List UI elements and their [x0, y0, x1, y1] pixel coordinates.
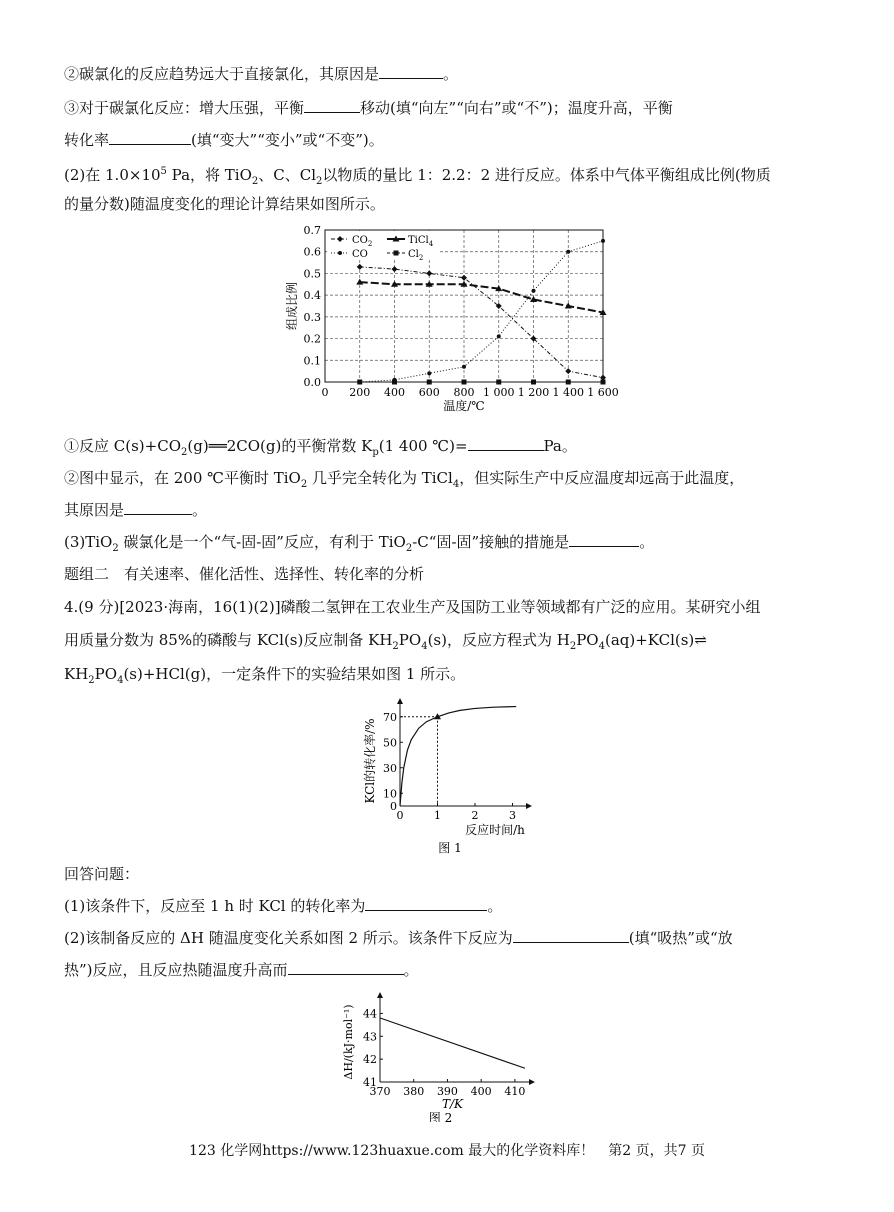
data-point-diamond — [392, 266, 398, 272]
text: PO — [576, 631, 599, 649]
x-tick-label: 1 — [434, 809, 441, 822]
y-axis-arrow — [377, 992, 383, 998]
subscript: 4 — [452, 479, 460, 490]
y-tick-label: 43 — [363, 1030, 377, 1044]
text: -C“固-固”接触的措施是 — [412, 533, 570, 551]
x-tick-label: 600 — [418, 386, 440, 399]
data-point-diamond — [461, 275, 467, 281]
subscript: p — [372, 447, 379, 458]
x-tick-label: 1 600 — [587, 386, 619, 399]
x-tick-label: 380 — [403, 1085, 425, 1098]
x-tick-label: 1 200 — [517, 386, 550, 399]
answer-blank[interactable] — [569, 532, 639, 547]
y-tick-label: 0.6 — [303, 245, 321, 259]
data-point-diamond — [357, 264, 363, 270]
question-line-3b — [64, 130, 384, 150]
text: (s)+HCl(g)，一定条件下的实验结果如图 1 所示。 — [123, 665, 466, 683]
subscript: 2 — [392, 641, 399, 652]
text: 的量分数)随温度变化的理论计算结果如图所示。 — [64, 195, 385, 213]
text: ①反应 C(s)+CO — [64, 437, 181, 455]
question-sub-2 — [64, 468, 744, 495]
y-axis-arrow — [397, 698, 403, 704]
question-4 — [64, 597, 761, 617]
legend-label: $Cl_2$ — [408, 249, 424, 262]
answer-blank[interactable] — [379, 64, 443, 79]
y-axis-label: ΔH/(kJ·mol⁻¹) — [342, 1004, 355, 1080]
y-tick-label: 30 — [383, 761, 397, 775]
text: (3)TiO — [64, 533, 113, 551]
subscript: 2 — [88, 675, 95, 686]
subscript: 4 — [421, 641, 428, 652]
y-tick-label: 0.3 — [303, 310, 321, 324]
text: (1)该条件下，反应至 1 h 时 KCl 的转化率为 — [64, 897, 366, 915]
y-tick-label: 70 — [383, 710, 397, 724]
superscript: 5 — [160, 166, 167, 177]
text: (aq)+KCl(s)⇌ — [604, 631, 707, 649]
text: 。 — [639, 533, 655, 551]
question-4b — [64, 630, 707, 657]
question-sub-1 — [64, 436, 577, 463]
text: (g)══2CO(g)的平衡常数 K — [187, 437, 373, 455]
x-tick-label: 0 — [321, 386, 329, 399]
y-tick-label: 0.2 — [303, 332, 321, 346]
text: 回答问题： — [64, 865, 140, 883]
enthalpy-line — [380, 1018, 525, 1068]
figure-caption: 图 2 — [428, 1111, 453, 1122]
text: PO — [398, 631, 422, 649]
text: (填“吸热”或“放 — [628, 929, 733, 947]
answer-blank[interactable] — [304, 98, 360, 113]
subscript: 4 — [598, 641, 605, 652]
series-line-CO — [360, 241, 603, 382]
x-tick-label: 0 — [396, 809, 404, 822]
text: 4.(9 分)[2023·海南，16(1)(2)]磷酸二氢钾在工农业生产及国防工业等领域都有广泛的应用。某研究小组 — [64, 598, 761, 616]
x-tick-label: 200 — [349, 386, 371, 399]
y-tick-label: 0 — [390, 800, 397, 813]
text: 碳氯化是一个“气-固-固”反应，有利于 TiO — [118, 533, 406, 551]
text: 其原因是 — [64, 501, 125, 519]
data-point-square — [394, 251, 399, 256]
question-4-2b — [64, 960, 419, 980]
answer-blank[interactable] — [109, 130, 191, 145]
data-point-dot — [497, 334, 501, 338]
x-tick-label: 390 — [436, 1085, 458, 1098]
x-axis-label: T/K — [441, 1097, 464, 1111]
text: 转化率 — [64, 131, 110, 149]
subscript: 2 — [316, 176, 323, 187]
subscript: 2 — [300, 479, 308, 490]
composition-chart — [280, 222, 620, 428]
data-point-square — [601, 380, 606, 385]
text: Pa。 — [543, 437, 577, 455]
y-tick-label: 0.5 — [303, 267, 321, 281]
x-axis-label: 反应时间/h — [465, 823, 525, 837]
y-axis-label: 组成比例 — [285, 281, 299, 331]
data-point-dot — [427, 371, 431, 375]
legend-label: $CO_2$ — [352, 235, 373, 248]
text: (1 400 ℃)= — [378, 437, 468, 455]
text: Pa，将 TiO — [166, 166, 252, 184]
conversion-curve — [400, 707, 516, 806]
data-point-diamond — [426, 270, 432, 276]
x-tick-label: 1 000 — [483, 386, 515, 399]
data-point-square — [496, 380, 501, 385]
data-point-dot — [462, 365, 466, 369]
question-part-3 — [64, 532, 654, 559]
text: 用质量分数为 85%的磷酸与 KCl(s)反应制备 KH — [64, 631, 393, 649]
question-4-2 — [64, 928, 733, 948]
text: 。 — [403, 961, 419, 979]
data-point-square — [531, 380, 536, 385]
text: (s)，反应方程式为 H — [427, 631, 570, 649]
answer-blank[interactable] — [124, 500, 192, 515]
text: (2)该制备反应的 ΔH 随温度变化关系如图 2 所示。该条件下反应为 — [64, 929, 513, 947]
data-point-square — [462, 380, 467, 385]
question-4-1 — [64, 896, 502, 916]
answer-prompt — [64, 864, 139, 884]
x-tick-label: 410 — [504, 1085, 526, 1098]
text: 移动(填“向左”“向右”或“不”)；温度升高，平衡 — [360, 99, 673, 117]
question-part-2 — [64, 162, 771, 192]
data-point-dot — [532, 289, 536, 293]
x-tick-label: 400 — [384, 386, 405, 399]
text: (填“变大”“变小”或“不变”)。 — [191, 131, 384, 149]
conversion-chart — [360, 696, 540, 856]
text: ②碳氯化的反应趋势远大于直接氯化，其原因是 — [64, 65, 380, 83]
y-axis-label: KCl的转化率/% — [363, 718, 377, 804]
question-4c — [64, 664, 465, 691]
answer-blank[interactable] — [513, 928, 629, 943]
y-tick-label: 0.7 — [303, 224, 321, 237]
figure-caption: 图 1 — [438, 841, 462, 855]
x-tick-label: 2 — [471, 809, 479, 822]
data-point-dot — [601, 239, 605, 243]
y-tick-label: 0.4 — [303, 289, 321, 303]
text: (2)在 1.0×10 — [64, 166, 161, 184]
y-tick-label: 10 — [383, 787, 397, 801]
subscript: 2 — [112, 543, 119, 554]
y-tick-label: 42 — [363, 1053, 377, 1067]
x-axis-arrow — [529, 1079, 535, 1085]
subscript: 4 — [117, 675, 124, 686]
subscript: 2 — [405, 543, 413, 554]
data-point-diamond — [565, 368, 571, 374]
y-tick-label: 50 — [383, 736, 397, 750]
text: 题组二 有关速率、催化活性、选择性、转化率的分析 — [64, 565, 425, 583]
text: 热”)反应，且反应热随温度升高而 — [64, 961, 288, 979]
section-heading — [64, 564, 424, 584]
legend-label: TiCl$_4$ — [408, 235, 434, 248]
text: PO — [94, 665, 118, 683]
subscript: 2 — [251, 176, 259, 187]
data-point-square — [566, 380, 571, 385]
text: 几乎完全转化为 TiCl — [307, 469, 453, 487]
x-axis-label: 温度/℃ — [443, 399, 485, 413]
subscript: 2 — [569, 641, 577, 652]
page-footer: 123 化学网https://www.123huaxue.com 最大的化学资料库！ 第2 页，共7 页 — [189, 1143, 705, 1159]
text: ③对于碳氯化反应：增大压强，平衡 — [64, 99, 305, 117]
question-part-2b — [64, 194, 385, 214]
x-tick-label: 1 400 — [552, 386, 584, 399]
text: 。 — [487, 897, 503, 915]
data-point-square — [427, 380, 432, 385]
answer-blank[interactable] — [365, 896, 487, 911]
legend-label: CO — [352, 249, 368, 260]
data-point-square — [357, 380, 362, 385]
x-tick-label: 400 — [470, 1085, 492, 1098]
data-point-dot — [566, 250, 570, 254]
text: ②图中显示，在 200 ℃平衡时 TiO — [64, 469, 301, 487]
subscript: 2 — [181, 447, 188, 458]
data-point-square — [392, 380, 397, 385]
text: 以物质的量比 1：2.2：2 进行反应。体系中气体平衡组成比例(物质 — [322, 166, 771, 184]
y-tick-label: 0.1 — [303, 354, 321, 368]
x-tick-label: 370 — [369, 1085, 391, 1098]
question-line-3 — [64, 98, 673, 118]
text: 、C、Cl — [258, 166, 317, 184]
x-tick-label: 800 — [453, 386, 475, 399]
x-axis-arrow — [526, 803, 532, 809]
data-point-dot — [338, 251, 342, 255]
answer-blank[interactable] — [468, 436, 544, 451]
answer-blank[interactable] — [288, 960, 404, 975]
y-tick-label: 41 — [363, 1076, 377, 1089]
text: 。 — [192, 501, 208, 519]
enthalpy-chart — [340, 988, 540, 1122]
question-sub-2b — [64, 500, 207, 520]
text: KH — [64, 665, 89, 683]
text: 。 — [443, 65, 459, 83]
x-tick-label: 3 — [509, 809, 516, 822]
question-line-2 — [64, 64, 458, 84]
text: ，但实际生产中反应温度却远高于此温度， — [459, 469, 745, 487]
y-tick-label: 0.0 — [303, 376, 321, 389]
y-tick-label: 44 — [363, 1007, 377, 1021]
